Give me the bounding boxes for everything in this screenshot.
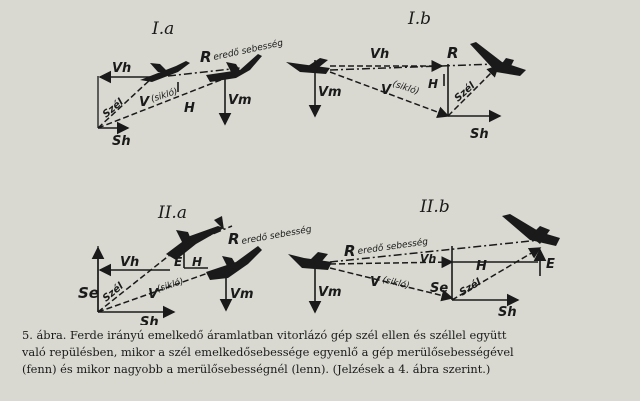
label-wind: Szél <box>100 280 126 305</box>
label-glide: (sikló) <box>381 275 411 292</box>
glider-icon <box>140 61 190 82</box>
label-vh: Vh <box>120 255 140 270</box>
caption-line: 5. ábra. Ferde irányú emelkedő áramlatban vitorlázó gép szél ellen és széllel együtt <box>22 328 507 342</box>
label-vm: Vm <box>230 287 254 302</box>
panel-Ia <box>98 19 284 149</box>
label-vh: Vh <box>112 61 132 76</box>
label-vm: Vm <box>318 85 342 100</box>
label-vm: Vm <box>228 93 252 108</box>
label-sh: Sh <box>470 127 489 142</box>
label-sh: Sh <box>140 315 159 325</box>
label-h: H <box>192 255 203 269</box>
panel-title-Ia: I.a <box>152 19 175 39</box>
label-se: Se <box>78 284 99 302</box>
figure-caption <box>22 327 622 378</box>
label-resultant-speed: eredő sebesség <box>212 38 285 63</box>
panel-IIa <box>78 203 313 325</box>
label-r: R <box>447 44 459 62</box>
label-e: E <box>546 257 555 272</box>
glider-icon <box>286 58 330 74</box>
label-h: H <box>184 101 195 116</box>
glider-icon <box>470 42 526 76</box>
glider-icon <box>288 252 332 270</box>
glider-icon <box>206 246 262 280</box>
panel-title-IIa: II.a <box>158 203 187 223</box>
glider-icon <box>502 214 560 246</box>
vector-r <box>330 64 496 70</box>
panel-title-Ib: I.b <box>408 9 432 29</box>
label-vm: Vm <box>318 285 342 300</box>
label-r: R <box>344 242 356 260</box>
panel-Ib <box>286 9 526 142</box>
label-v: V <box>381 83 392 98</box>
label-r: R <box>228 230 240 248</box>
label-wind: Szél <box>452 80 478 105</box>
label-glide: (sikló) <box>149 86 180 105</box>
label-v: V <box>139 95 150 110</box>
label-wind: Szél <box>100 96 126 121</box>
panel-IIb <box>288 197 560 320</box>
label-v: V <box>370 275 381 290</box>
label-resultant-speed: eredő sebesség <box>240 224 313 247</box>
label-se: Se <box>430 281 449 296</box>
label-e: E <box>174 255 183 269</box>
label-h: H <box>428 77 439 91</box>
label-wind: Szél <box>457 276 484 299</box>
label-sh: Sh <box>498 305 517 320</box>
label-sh: Sh <box>112 134 131 149</box>
caption-line: (fenn) és mikor nagyobb a merülősebességnél (lenn). (Jelzések a 4. ábra szerint.) <box>22 362 491 376</box>
label-r: R <box>200 48 212 66</box>
caption-line: való repülésben, mikor a szél emelkedősebessége egyenlő a gép merülősebességével <box>22 345 514 359</box>
panel-title-IIb: II.b <box>420 197 450 217</box>
label-glide: (sikló) <box>155 276 186 295</box>
label-vh: Vh <box>370 47 390 62</box>
label-h: H <box>476 259 487 274</box>
label-vh: Vh <box>420 252 437 265</box>
label-glide: (sikló) <box>391 79 421 98</box>
label-resultant-speed: eredő sebesség <box>357 237 429 257</box>
label-v: V <box>148 287 159 302</box>
